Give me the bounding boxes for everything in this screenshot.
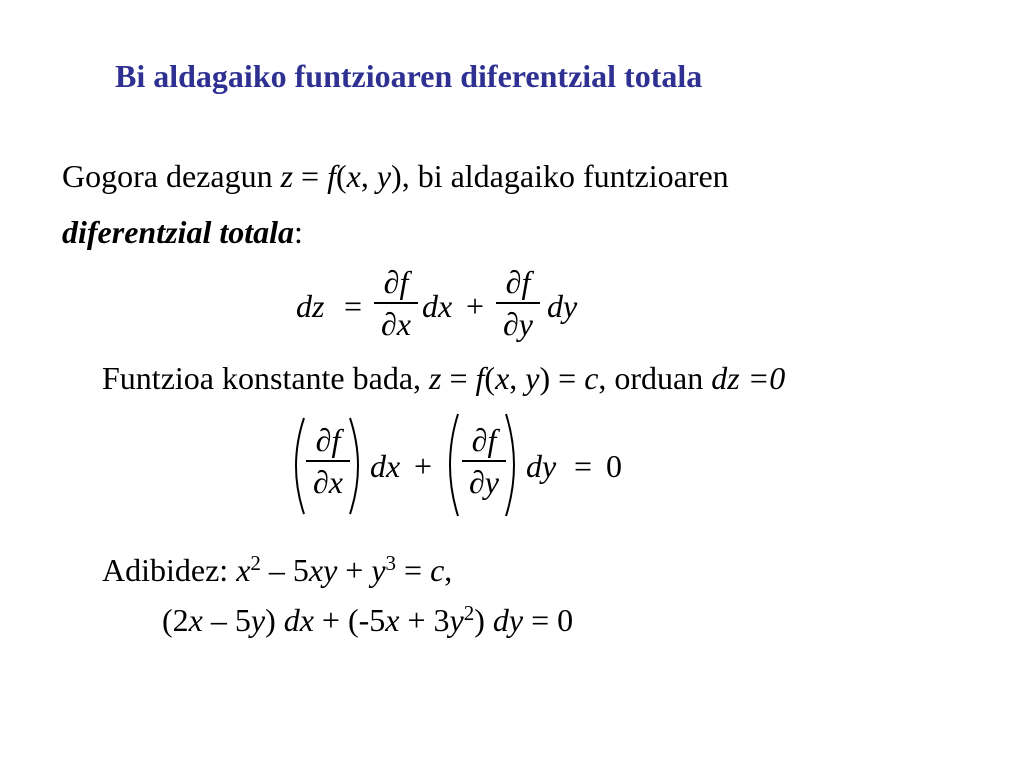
- eq2-num2: ∂f: [471, 422, 497, 458]
- const-eq: =: [441, 360, 476, 396]
- intro-z: z: [280, 158, 294, 194]
- const-dz: dz: [711, 360, 740, 396]
- example-x: x: [236, 552, 251, 588]
- example-c: c: [430, 552, 445, 588]
- example-line: [102, 552, 452, 589]
- eq2-right-paren-1: [346, 416, 368, 516]
- eq2-bar2: [462, 460, 506, 462]
- eq2-dx: dx: [370, 448, 401, 484]
- ex2-y1: y: [250, 602, 266, 638]
- ex2-exp2: 2: [463, 601, 475, 625]
- eq2-left-paren-2: [440, 412, 462, 518]
- intro-comma: ,: [360, 158, 377, 194]
- const-text-2: , orduan: [598, 360, 712, 396]
- const-text-1: Funtzioa konstante bada,: [102, 360, 430, 396]
- const-x: x: [495, 360, 510, 396]
- eq1-bar1: [374, 302, 418, 304]
- ex2-y2: y: [449, 602, 464, 638]
- const-c: c: [584, 360, 599, 396]
- const-open: (: [484, 360, 496, 396]
- constant-line: [102, 360, 785, 397]
- eq2-zero: 0: [606, 448, 622, 484]
- ex2-a3: ): [265, 602, 284, 638]
- const-f: f: [475, 360, 485, 396]
- eq1-bar2: [496, 302, 540, 304]
- eq1-dz: dz: [296, 288, 325, 324]
- example-line-2: [162, 602, 573, 639]
- eq2-right-paren-2: [502, 412, 524, 518]
- eq2-fraction-df-dx: [306, 422, 350, 500]
- intro-close: ),: [391, 158, 410, 194]
- eq2-den1: ∂x: [312, 464, 343, 500]
- ex2-dx: dx: [283, 602, 314, 638]
- const-close: ) =: [539, 360, 585, 396]
- intro-colon: :: [294, 214, 303, 250]
- ex2-a7: = 0: [523, 602, 574, 638]
- eq2-equals: =: [574, 448, 593, 484]
- eq2-num1: ∂f: [315, 422, 341, 458]
- intro-x: x: [346, 158, 361, 194]
- example-eq: =: [396, 552, 431, 588]
- eq2-fraction-df-dy: [462, 422, 506, 500]
- eq2-plus: +: [414, 448, 433, 484]
- eq1-den1: ∂x: [380, 306, 411, 342]
- const-tail: =0: [739, 360, 786, 396]
- eq1-fraction-df-dx: [374, 264, 418, 342]
- eq1-num1: ∂f: [383, 264, 409, 300]
- ex2-x1: x: [188, 602, 203, 638]
- ex2-a5: + 3: [399, 602, 450, 638]
- example-mid1: – 5: [260, 552, 309, 588]
- example-exp3: 3: [385, 551, 397, 575]
- const-y: y: [525, 360, 540, 396]
- ex2-a4: + (-5: [313, 602, 386, 638]
- intro-text-2: bi aldagaiko funtzioaren: [409, 158, 729, 194]
- example-xy: xy: [308, 552, 338, 588]
- intro-line-2: [62, 214, 303, 251]
- example-tail: ,: [444, 552, 453, 588]
- example-exp2: 2: [250, 551, 261, 575]
- slide-title: Bi aldagaiko funtzioaren diferentzial totala: [115, 58, 703, 94]
- eq1-fraction-df-dy: [496, 264, 540, 342]
- intro-open: (: [335, 158, 347, 194]
- ex2-x2: x: [385, 602, 400, 638]
- total-differential-term: diferentzial totala: [62, 214, 294, 250]
- ex2-a6: ): [474, 602, 493, 638]
- example-label: Adibidez:: [102, 552, 237, 588]
- eq2-bar1: [306, 460, 350, 462]
- ex2-dy: dy: [492, 602, 524, 638]
- const-z: z: [429, 360, 442, 396]
- intro-y: y: [376, 158, 392, 194]
- eq2-den2: ∂y: [468, 464, 499, 500]
- intro-text-1: Gogora dezagun: [62, 158, 281, 194]
- eq1-num2: ∂f: [505, 264, 531, 300]
- intro-line: [62, 158, 729, 195]
- example-y: y: [371, 552, 386, 588]
- eq2-dy: dy: [526, 448, 557, 484]
- eq1-dy: dy: [547, 288, 578, 324]
- eq1-den2: ∂y: [502, 306, 533, 342]
- eq2-left-paren-1: [286, 416, 308, 516]
- intro-f: f: [327, 158, 336, 194]
- eq1-dx: dx: [422, 288, 453, 324]
- eq1-plus: +: [466, 288, 485, 324]
- example-plus: +: [337, 552, 372, 588]
- const-comma: ,: [509, 360, 526, 396]
- ex2-a1: (2: [162, 602, 189, 638]
- intro-eq: =: [293, 158, 328, 194]
- ex2-a2: – 5: [202, 602, 251, 638]
- eq1-equals: =: [344, 288, 363, 324]
